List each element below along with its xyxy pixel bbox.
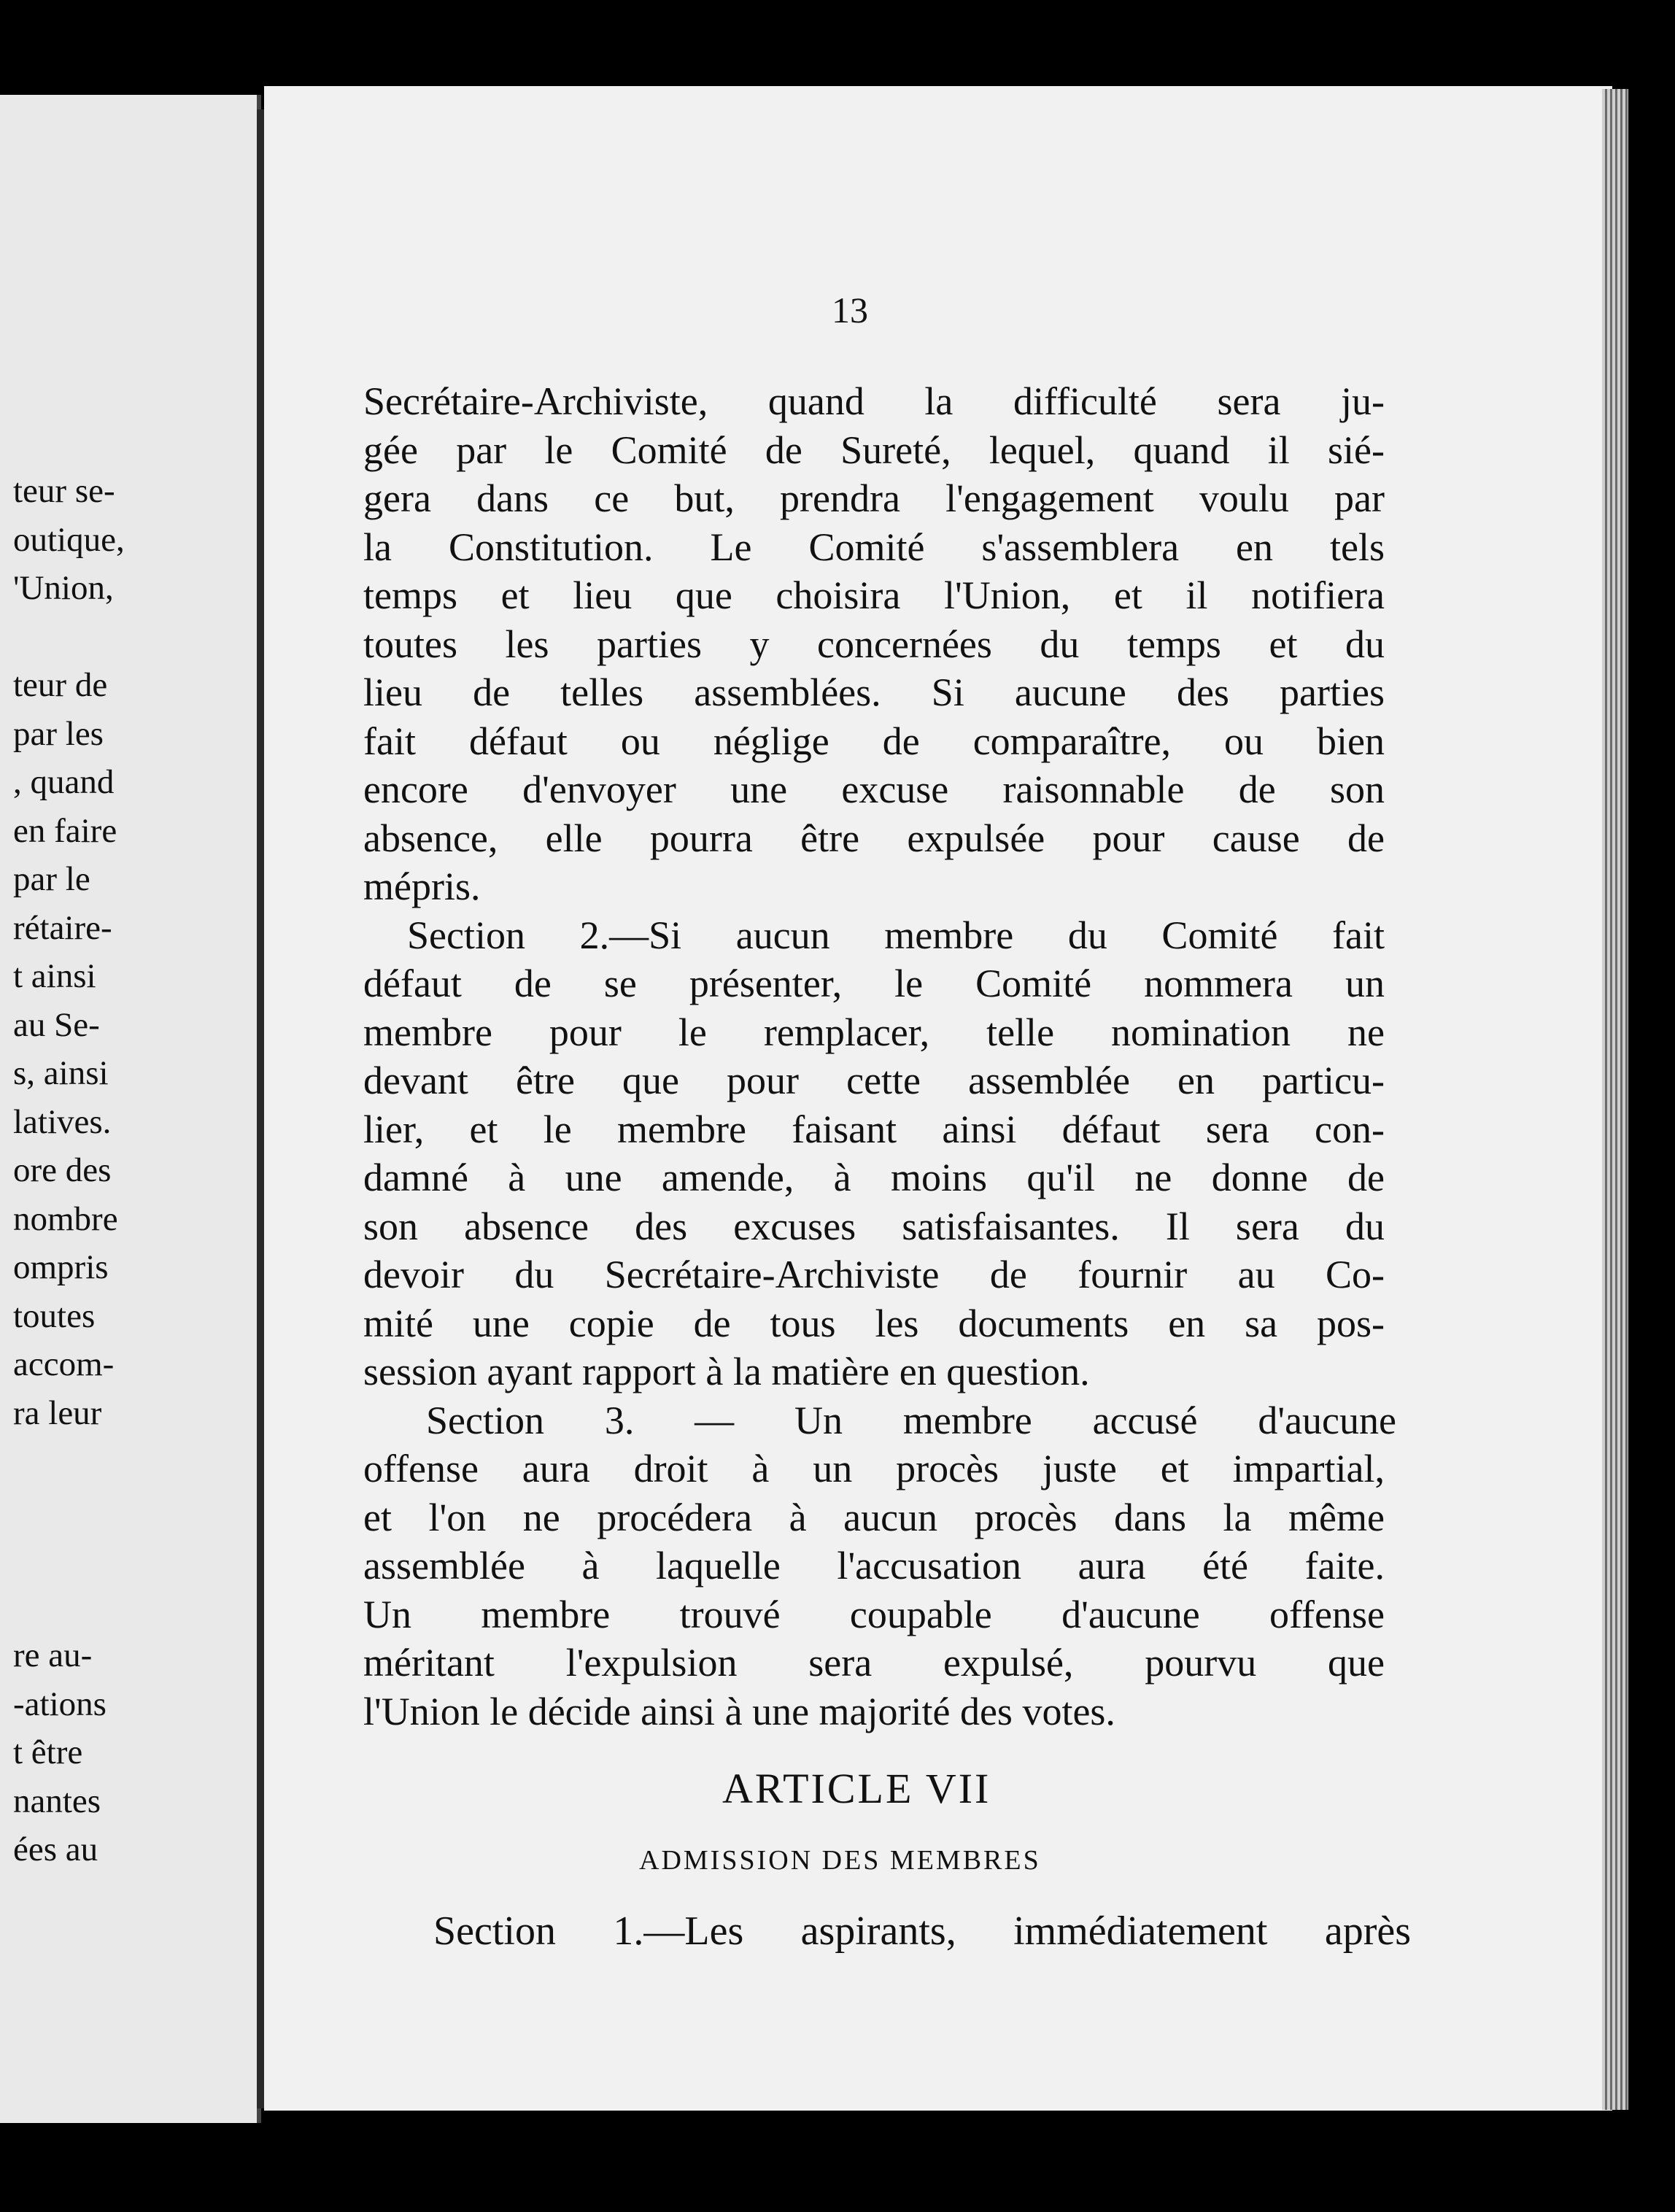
body-line: encore d'envoyer une excuse raisonnable de son <box>363 767 1385 811</box>
left-page-line: outique, <box>13 520 125 559</box>
body-line: absence, elle pourra être expulsée pour cause de <box>363 816 1385 860</box>
page-edges <box>1602 89 1628 2110</box>
left-page-line: nombre <box>13 1199 118 1238</box>
body-line: Un membre trouvé coupable d'aucune offense <box>363 1592 1385 1636</box>
body-line: lieu de telles assemblées. Si aucune des parties <box>363 670 1385 714</box>
section-1-first-line: Section 1.—Les aspirants, immédiatement après <box>433 1909 1411 1954</box>
body-line: mité une copie de tous les documents en sa pos- <box>363 1301 1385 1345</box>
body-line: fait défaut ou néglige de comparaître, ou bien <box>363 719 1385 763</box>
left-page-line: en faire <box>13 811 117 850</box>
left-page-line: t ainsi <box>13 957 96 995</box>
body-line: mépris. <box>363 865 481 908</box>
body-line: membre pour le remplacer, telle nomination ne <box>363 1010 1385 1054</box>
body-line: l'Union le décide ainsi à une majorité des votes. <box>363 1689 1115 1733</box>
body-line: Section 2.—Si aucun membre du Comité fait <box>407 913 1385 957</box>
left-page-line: -ations <box>13 1685 107 1723</box>
article-subtitle: ADMISSION DES MEMBRES <box>639 1845 1041 1876</box>
body-line: devant être que pour cette assemblée en particu- <box>363 1059 1385 1102</box>
article-title: ARTICLE VII <box>722 1765 991 1812</box>
body-line: Secrétaire-Archiviste, quand la difficulté sera ju- <box>363 379 1385 423</box>
body-line: offense aura droit à un procès juste et impartial, <box>363 1447 1385 1490</box>
left-page-line: latives. <box>13 1102 112 1141</box>
body-line: temps et lieu que choisira l'Union, et il notifiera <box>363 573 1385 617</box>
body-line: méritant l'expulsion sera expulsé, pourvu que <box>363 1641 1385 1685</box>
left-page-line: toutes <box>13 1296 96 1335</box>
left-page-line: ra leur <box>13 1393 102 1432</box>
left-page-line: , quand <box>13 763 115 801</box>
left-page-line: s, ainsi <box>13 1054 109 1092</box>
left-page-line: 'Union, <box>13 569 114 607</box>
left-page-line: t être <box>13 1733 83 1771</box>
left-page-line: teur de <box>13 666 108 704</box>
left-page-line: ompris <box>13 1248 109 1286</box>
body-line: session ayant rapport à la matière en question. <box>363 1350 1090 1393</box>
body-line: gera dans ce but, prendra l'engagement voulu par <box>363 476 1385 520</box>
body-line: lier, et le membre faisant ainsi défaut sera con- <box>363 1107 1385 1151</box>
body-line: assemblée à laquelle l'accusation aura été faite. <box>363 1544 1385 1588</box>
left-page-line: ore des <box>13 1151 112 1189</box>
left-page-line: accom- <box>13 1345 115 1383</box>
body-line: devoir du Secrétaire-Archiviste de fournir au Co- <box>363 1253 1385 1296</box>
left-page-line: rétaire- <box>13 908 112 947</box>
left-page-line: par le <box>13 860 90 898</box>
body-line: toutes les parties y concernées du temps et du <box>363 622 1385 666</box>
left-page-line: au Se- <box>13 1005 100 1044</box>
body-line: son absence des excuses satisfaisantes. Il sera du <box>363 1204 1385 1248</box>
left-page-line: par les <box>13 714 104 753</box>
left-facing-page <box>0 95 261 2123</box>
body-line: la Constitution. Le Comité s'assemblera en tels <box>363 525 1385 569</box>
body-line: Section 3. — Un membre accusé d'aucune <box>426 1398 1396 1442</box>
left-page-line: ées au <box>13 1830 98 1868</box>
body-line: et l'on ne procédera à aucun procès dans la même <box>363 1495 1385 1539</box>
body-line: gée par le Comité de Sureté, lequel, quand il sié- <box>363 428 1385 472</box>
body-line: défaut de se présenter, le Comité nommera un <box>363 962 1385 1005</box>
left-page-line: teur se- <box>13 472 115 510</box>
left-page-line: nantes <box>13 1782 101 1820</box>
body-line: damné à une amende, à moins qu'il ne donne de <box>363 1156 1385 1199</box>
left-page-line: re au- <box>13 1636 93 1674</box>
page-number: 13 <box>832 290 868 330</box>
